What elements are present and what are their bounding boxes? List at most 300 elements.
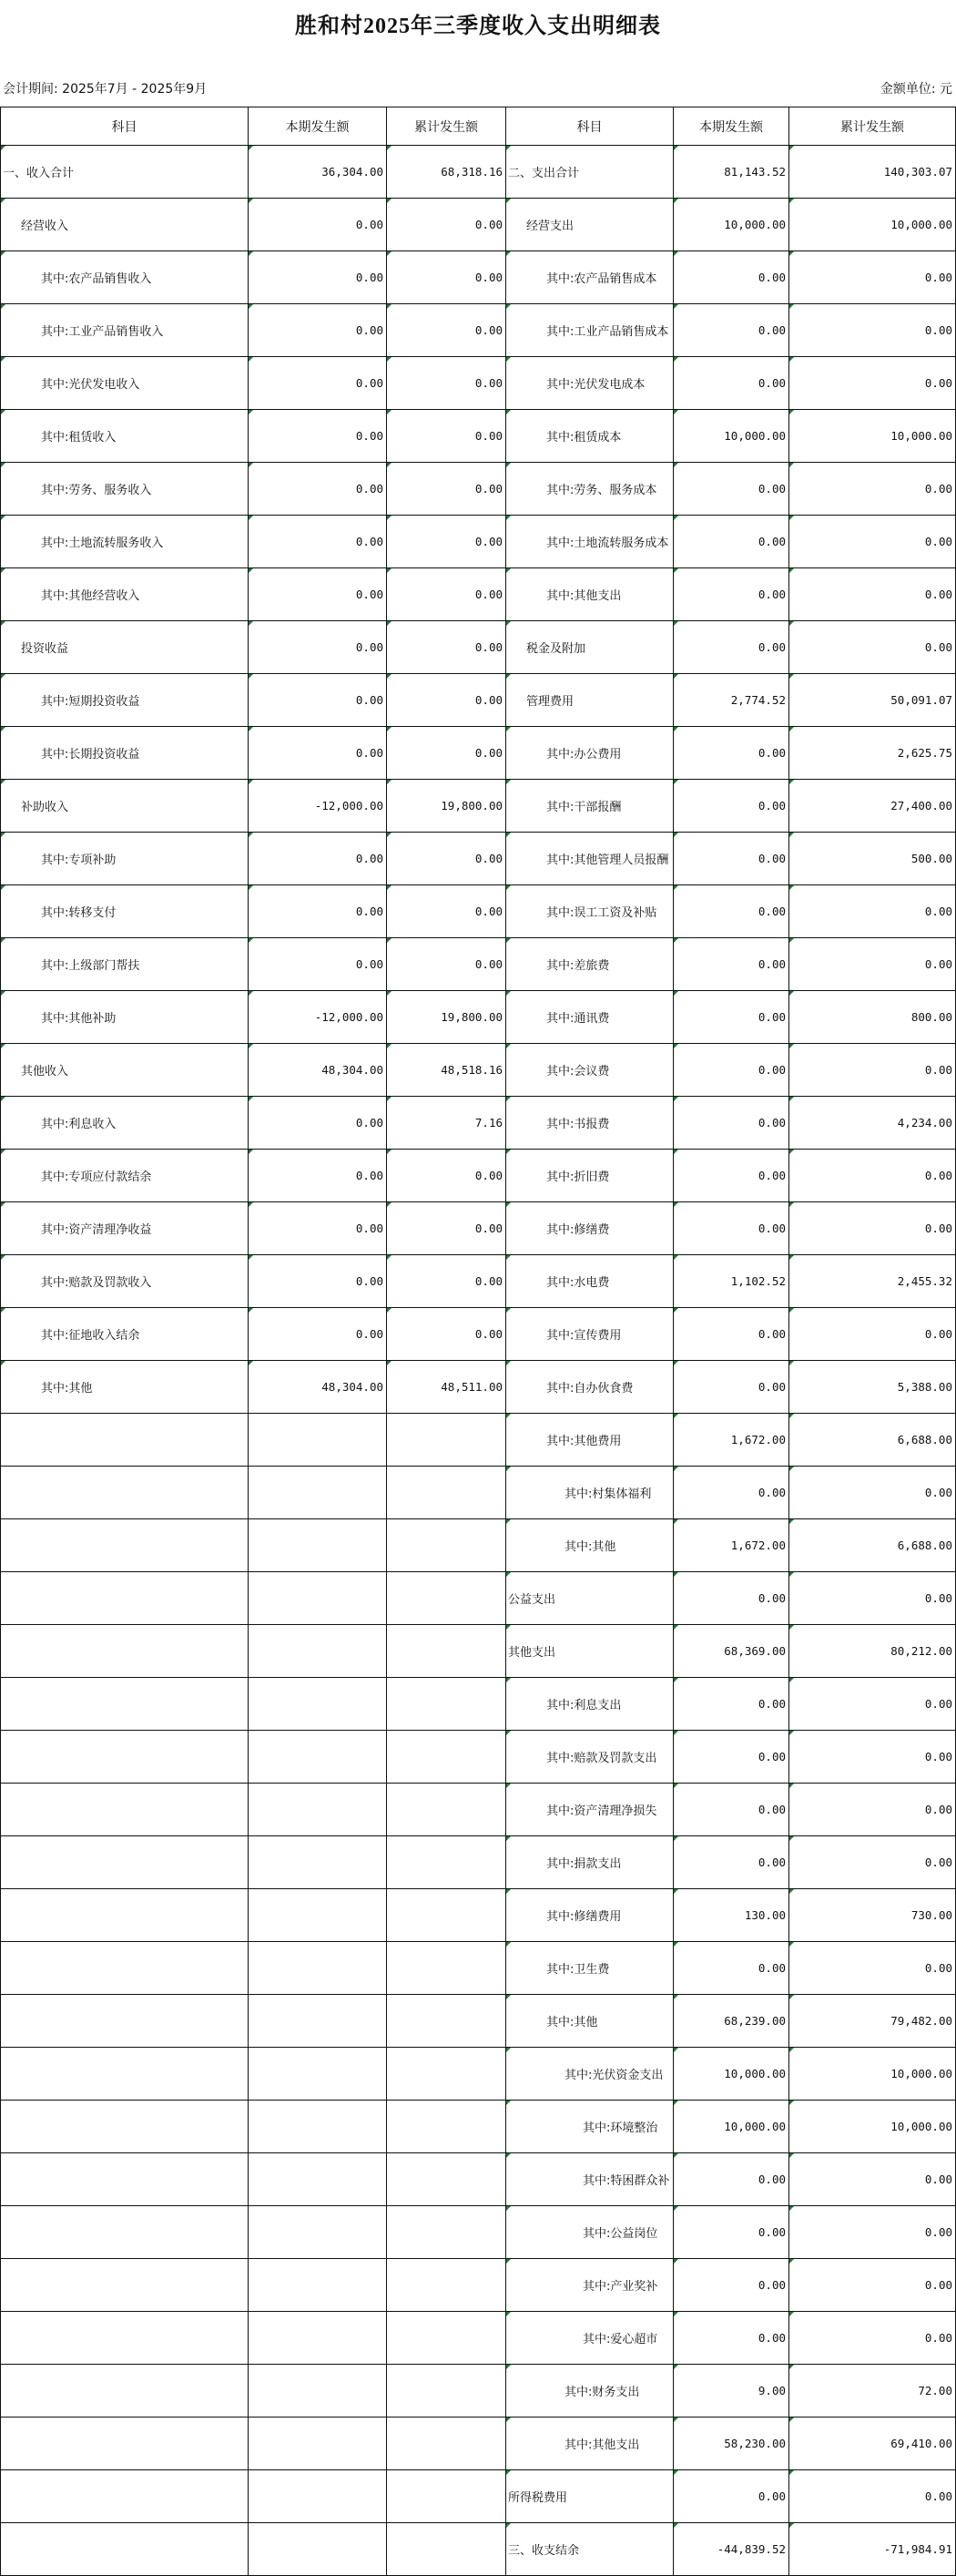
expense-current-cell: 1,102.52 — [674, 1255, 789, 1308]
expense-current-cell: 0.00 — [674, 991, 789, 1044]
income-current-cell — [249, 1942, 387, 1995]
expense-item-cell: 其中:农产品销售成本 — [506, 251, 674, 304]
table-row — [1, 1889, 956, 1942]
income-current-cell — [249, 2312, 387, 2365]
income-item-cell — [1, 2312, 249, 2365]
table-row — [1, 1995, 956, 2048]
table-row — [1, 1202, 956, 1255]
expense-current-cell: 0.00 — [674, 1044, 789, 1097]
expense-current-cell: 0.00 — [674, 1784, 789, 1836]
expense-item-cell: 其中:自办伙食费 — [506, 1361, 674, 1414]
table-row — [1, 1572, 956, 1625]
income-item-cell — [1, 1678, 249, 1731]
income-cumulative-cell: 0.00 — [387, 621, 506, 674]
expense-current-cell: 0.00 — [674, 780, 789, 833]
income-cumulative-cell — [387, 1678, 506, 1731]
table-row — [1, 1361, 956, 1414]
table-row — [1, 1625, 956, 1678]
expense-current-cell: 0.00 — [674, 1731, 789, 1784]
expense-item-cell: 其中:光伏资金支出 — [506, 2048, 674, 2101]
income-item-cell — [1, 2523, 249, 2576]
expense-item-cell: 其中:其他费用 — [506, 1414, 674, 1467]
income-cumulative-cell — [387, 1731, 506, 1784]
table-row — [1, 304, 956, 357]
expense-item-cell: 其中:劳务、服务成本 — [506, 463, 674, 516]
expense-item-cell: 管理费用 — [506, 674, 674, 727]
expense-current-cell: 81,143.52 — [674, 146, 789, 199]
income-item-cell — [1, 1519, 249, 1572]
income-item-cell: 其中:光伏发电收入 — [1, 357, 249, 410]
expense-current-cell: 2,774.52 — [674, 674, 789, 727]
expense-current-cell: 0.00 — [674, 1942, 789, 1995]
income-cumulative-cell — [387, 1836, 506, 1889]
expense-item-cell: 其中:修缮费用 — [506, 1889, 674, 1942]
expense-cumulative-cell: 0.00 — [789, 1836, 956, 1889]
expense-item-cell: 其中:特困群众补 — [506, 2153, 674, 2206]
expense-cumulative-cell: 10,000.00 — [789, 2048, 956, 2101]
expense-cumulative-cell: 0.00 — [789, 1784, 956, 1836]
income-item-cell — [1, 2365, 249, 2418]
expense-current-cell: 10,000.00 — [674, 199, 789, 251]
income-item-cell — [1, 2259, 249, 2312]
table-row — [1, 1414, 956, 1467]
income-cumulative-cell: 0.00 — [387, 938, 506, 991]
table-row — [1, 1150, 956, 1202]
expense-item-cell: 其中:工业产品销售成本 — [506, 304, 674, 357]
table-row — [1, 621, 956, 674]
income-current-cell — [249, 1678, 387, 1731]
income-current-cell — [249, 2206, 387, 2259]
table-row — [1, 674, 956, 727]
income-current-cell: 0.00 — [249, 833, 387, 885]
income-item-cell — [1, 2101, 249, 2153]
expense-item-cell: 其中:租赁成本 — [506, 410, 674, 463]
table-row — [1, 251, 956, 304]
expense-item-cell: 其中:资产清理净损失 — [506, 1784, 674, 1836]
income-current-cell — [249, 2470, 387, 2523]
expense-current-cell: 0.00 — [674, 885, 789, 938]
accounting-period: 会计期间: 2025年7月 - 2025年9月 — [3, 82, 208, 97]
expense-item-cell: 其中:利息支出 — [506, 1678, 674, 1731]
income-current-cell: 0.00 — [249, 199, 387, 251]
table-row — [1, 1731, 956, 1784]
income-cumulative-cell: 0.00 — [387, 727, 506, 780]
expense-item-cell: 其中:土地流转服务成本 — [506, 516, 674, 568]
header-expense-item: 科目 — [506, 107, 674, 146]
expense-item-cell: 其中:财务支出 — [506, 2365, 674, 2418]
expense-current-cell: 0.00 — [674, 938, 789, 991]
income-current-cell: 0.00 — [249, 1150, 387, 1202]
expense-current-cell: 68,369.00 — [674, 1625, 789, 1678]
table-row — [1, 1942, 956, 1995]
income-current-cell: 0.00 — [249, 621, 387, 674]
expense-cumulative-cell: 0.00 — [789, 1150, 956, 1202]
income-item-cell: 一、收入合计 — [1, 146, 249, 199]
expense-cumulative-cell: 0.00 — [789, 251, 956, 304]
income-item-cell — [1, 1731, 249, 1784]
table-row — [1, 727, 956, 780]
expense-cumulative-cell: 0.00 — [789, 1467, 956, 1519]
header-expense-current: 本期发生额 — [674, 107, 789, 146]
income-item-cell: 补助收入 — [1, 780, 249, 833]
expense-item-cell: 其中:会议费 — [506, 1044, 674, 1097]
expense-cumulative-cell: 2,625.75 — [789, 727, 956, 780]
expense-item-cell: 其中:修缮费 — [506, 1202, 674, 1255]
income-cumulative-cell: 0.00 — [387, 885, 506, 938]
expense-current-cell: 0.00 — [674, 1150, 789, 1202]
expense-cumulative-cell: 0.00 — [789, 1678, 956, 1731]
income-current-cell — [249, 2259, 387, 2312]
income-item-cell: 其中:赔款及罚款收入 — [1, 1255, 249, 1308]
expense-item-cell: 税金及附加 — [506, 621, 674, 674]
table-row — [1, 1519, 956, 1572]
income-cumulative-cell: 68,318.16 — [387, 146, 506, 199]
expense-current-cell: 0.00 — [674, 1097, 789, 1150]
header-income-item: 科目 — [1, 107, 249, 146]
income-cumulative-cell: 0.00 — [387, 1255, 506, 1308]
expense-item-cell: 其中:其他支出 — [506, 2418, 674, 2470]
income-cumulative-cell: 0.00 — [387, 357, 506, 410]
expense-item-cell: 其中:宣传费用 — [506, 1308, 674, 1361]
income-cumulative-cell — [387, 2101, 506, 2153]
expense-cumulative-cell: -71,984.91 — [789, 2523, 956, 2576]
income-item-cell — [1, 1572, 249, 1625]
income-current-cell: 0.00 — [249, 1308, 387, 1361]
expense-cumulative-cell: 10,000.00 — [789, 199, 956, 251]
expense-cumulative-cell: 0.00 — [789, 2259, 956, 2312]
expense-current-cell: 0.00 — [674, 1308, 789, 1361]
income-item-cell — [1, 2206, 249, 2259]
income-item-cell: 其中:专项应付款结余 — [1, 1150, 249, 1202]
income-item-cell: 其中:其他补助 — [1, 991, 249, 1044]
income-cumulative-cell — [387, 2153, 506, 2206]
income-item-cell: 其中:其他经营收入 — [1, 568, 249, 621]
income-cumulative-cell — [387, 2259, 506, 2312]
income-item-cell — [1, 1836, 249, 1889]
income-cumulative-cell — [387, 1572, 506, 1625]
income-item-cell: 其中:长期投资收益 — [1, 727, 249, 780]
table-row — [1, 938, 956, 991]
income-current-cell — [249, 1836, 387, 1889]
expense-item-cell: 其中:捐款支出 — [506, 1836, 674, 1889]
expense-cumulative-cell: 0.00 — [789, 1942, 956, 1995]
expense-current-cell: 1,672.00 — [674, 1519, 789, 1572]
header-expense-cumulative: 累计发生额 — [789, 107, 956, 146]
income-current-cell — [249, 1414, 387, 1467]
income-item-cell: 其中:专项补助 — [1, 833, 249, 885]
expense-current-cell: 130.00 — [674, 1889, 789, 1942]
income-current-cell — [249, 1519, 387, 1572]
expense-cumulative-cell: 0.00 — [789, 357, 956, 410]
expense-current-cell: 0.00 — [674, 1202, 789, 1255]
expense-item-cell: 其中:环境整治 — [506, 2101, 674, 2153]
expense-cumulative-cell: 0.00 — [789, 1202, 956, 1255]
table-row — [1, 1836, 956, 1889]
expense-item-cell: 二、支出合计 — [506, 146, 674, 199]
expense-cumulative-cell: 0.00 — [789, 885, 956, 938]
income-current-cell — [249, 2418, 387, 2470]
income-current-cell — [249, 1784, 387, 1836]
income-cumulative-cell — [387, 2470, 506, 2523]
expense-cumulative-cell: 79,482.00 — [789, 1995, 956, 2048]
income-item-cell — [1, 1467, 249, 1519]
expense-cumulative-cell: 0.00 — [789, 2153, 956, 2206]
income-cumulative-cell — [387, 2365, 506, 2418]
income-item-cell — [1, 1942, 249, 1995]
expense-cumulative-cell: 0.00 — [789, 568, 956, 621]
income-cumulative-cell: 0.00 — [387, 304, 506, 357]
expense-cumulative-cell: 0.00 — [789, 2470, 956, 2523]
table-row — [1, 780, 956, 833]
table-row — [1, 146, 956, 199]
expense-cumulative-cell: 50,091.07 — [789, 674, 956, 727]
expense-item-cell: 其中:其他支出 — [506, 568, 674, 621]
expense-current-cell: 58,230.00 — [674, 2418, 789, 2470]
expense-item-cell: 其中:村集体福利 — [506, 1467, 674, 1519]
expense-item-cell: 其中:产业奖补 — [506, 2259, 674, 2312]
expense-item-cell: 其他支出 — [506, 1625, 674, 1678]
income-item-cell: 经营收入 — [1, 199, 249, 251]
table-row — [1, 463, 956, 516]
income-current-cell: 0.00 — [249, 516, 387, 568]
table-row — [1, 2048, 956, 2101]
income-current-cell: 0.00 — [249, 410, 387, 463]
income-current-cell: 0.00 — [249, 1202, 387, 1255]
table-row — [1, 410, 956, 463]
income-cumulative-cell — [387, 1942, 506, 1995]
expense-current-cell: 0.00 — [674, 2312, 789, 2365]
expense-cumulative-cell: 80,212.00 — [789, 1625, 956, 1678]
income-current-cell — [249, 1572, 387, 1625]
header-income-current: 本期发生额 — [249, 107, 387, 146]
income-item-cell: 其中:利息收入 — [1, 1097, 249, 1150]
expense-current-cell: 0.00 — [674, 1836, 789, 1889]
table-row — [1, 2153, 956, 2206]
income-current-cell — [249, 2365, 387, 2418]
income-cumulative-cell — [387, 2048, 506, 2101]
income-cumulative-cell — [387, 1625, 506, 1678]
expense-current-cell: 10,000.00 — [674, 2101, 789, 2153]
table-row — [1, 2418, 956, 2470]
expense-current-cell: 10,000.00 — [674, 2048, 789, 2101]
income-current-cell — [249, 2523, 387, 2576]
income-item-cell: 其中:征地收入结余 — [1, 1308, 249, 1361]
income-cumulative-cell: 0.00 — [387, 463, 506, 516]
expense-item-cell: 其中:其他 — [506, 1519, 674, 1572]
expense-current-cell: 0.00 — [674, 727, 789, 780]
income-cumulative-cell: 0.00 — [387, 1150, 506, 1202]
expense-cumulative-cell: 69,410.00 — [789, 2418, 956, 2470]
expense-cumulative-cell: 0.00 — [789, 2312, 956, 2365]
expense-cumulative-cell: 0.00 — [789, 1044, 956, 1097]
table-row — [1, 991, 956, 1044]
table-row — [1, 568, 956, 621]
expense-cumulative-cell: 730.00 — [789, 1889, 956, 1942]
income-cumulative-cell: 0.00 — [387, 516, 506, 568]
expense-item-cell: 其中:干部报酬 — [506, 780, 674, 833]
expense-item-cell: 其中:其他 — [506, 1995, 674, 2048]
table-row — [1, 2470, 956, 2523]
income-cumulative-cell: 0.00 — [387, 833, 506, 885]
income-current-cell: 0.00 — [249, 568, 387, 621]
expense-item-cell: 其中:卫生费 — [506, 1942, 674, 1995]
expense-item-cell: 其中:折旧费 — [506, 1150, 674, 1202]
income-cumulative-cell — [387, 1889, 506, 1942]
income-current-cell: -12,000.00 — [249, 780, 387, 833]
expense-item-cell: 其中:通讯费 — [506, 991, 674, 1044]
table-row — [1, 833, 956, 885]
income-item-cell — [1, 2153, 249, 2206]
income-item-cell — [1, 1889, 249, 1942]
income-cumulative-cell — [387, 2418, 506, 2470]
income-item-cell: 其中:短期投资收益 — [1, 674, 249, 727]
income-cumulative-cell — [387, 1995, 506, 2048]
income-current-cell: 0.00 — [249, 1255, 387, 1308]
income-cumulative-cell — [387, 1467, 506, 1519]
expense-cumulative-cell: 140,303.07 — [789, 146, 956, 199]
expense-cumulative-cell: 27,400.00 — [789, 780, 956, 833]
income-current-cell — [249, 1995, 387, 2048]
table-row — [1, 199, 956, 251]
income-current-cell: 0.00 — [249, 885, 387, 938]
income-cumulative-cell: 0.00 — [387, 410, 506, 463]
table-row — [1, 2523, 956, 2576]
income-cumulative-cell — [387, 2206, 506, 2259]
expense-current-cell: 0.00 — [674, 1467, 789, 1519]
income-current-cell: 0.00 — [249, 357, 387, 410]
expense-cumulative-cell: 72.00 — [789, 2365, 956, 2418]
income-expense-table — [0, 107, 956, 2576]
expense-cumulative-cell: 500.00 — [789, 833, 956, 885]
expense-cumulative-cell: 0.00 — [789, 304, 956, 357]
income-item-cell — [1, 1784, 249, 1836]
income-cumulative-cell — [387, 2523, 506, 2576]
income-cumulative-cell: 19,800.00 — [387, 991, 506, 1044]
income-cumulative-cell — [387, 1784, 506, 1836]
income-item-cell: 其中:其他 — [1, 1361, 249, 1414]
income-item-cell: 其中:工业产品销售收入 — [1, 304, 249, 357]
income-item-cell — [1, 2418, 249, 2470]
table-row — [1, 885, 956, 938]
expense-cumulative-cell: 0.00 — [789, 1572, 956, 1625]
income-item-cell: 其中:劳务、服务收入 — [1, 463, 249, 516]
income-item-cell — [1, 1414, 249, 1467]
expense-current-cell: -44,839.52 — [674, 2523, 789, 2576]
table-row — [1, 1044, 956, 1097]
income-current-cell — [249, 1889, 387, 1942]
expense-current-cell: 0.00 — [674, 621, 789, 674]
income-item-cell: 其中:资产清理净收益 — [1, 1202, 249, 1255]
income-cumulative-cell: 0.00 — [387, 1308, 506, 1361]
expense-current-cell: 0.00 — [674, 2153, 789, 2206]
report-title: 胜和村2025年三季度收入支出明细表 — [295, 15, 661, 38]
income-current-cell: 0.00 — [249, 251, 387, 304]
expense-current-cell: 68,239.00 — [674, 1995, 789, 2048]
expense-item-cell: 其中:光伏发电成本 — [506, 357, 674, 410]
expense-cumulative-cell: 5,388.00 — [789, 1361, 956, 1414]
table-row — [1, 2312, 956, 2365]
income-item-cell — [1, 1995, 249, 2048]
income-cumulative-cell — [387, 1519, 506, 1572]
expense-current-cell: 0.00 — [674, 2259, 789, 2312]
table-row — [1, 1097, 956, 1150]
expense-current-cell: 10,000.00 — [674, 410, 789, 463]
expense-current-cell: 0.00 — [674, 1572, 789, 1625]
expense-item-cell: 三、收支结余 — [506, 2523, 674, 2576]
table-header-row — [1, 107, 956, 146]
expense-item-cell: 其中:办公费用 — [506, 727, 674, 780]
expense-cumulative-cell: 10,000.00 — [789, 410, 956, 463]
income-current-cell — [249, 2101, 387, 2153]
table-row — [1, 516, 956, 568]
expense-cumulative-cell: 10,000.00 — [789, 2101, 956, 2153]
income-item-cell — [1, 2470, 249, 2523]
expense-cumulative-cell: 0.00 — [789, 1731, 956, 1784]
income-item-cell — [1, 2048, 249, 2101]
expense-item-cell: 其中:赔款及罚款支出 — [506, 1731, 674, 1784]
table-row — [1, 1308, 956, 1361]
income-current-cell: 0.00 — [249, 727, 387, 780]
expense-cumulative-cell: 0.00 — [789, 516, 956, 568]
expense-item-cell: 其中:其他管理人员报酬 — [506, 833, 674, 885]
expense-item-cell: 其中:水电费 — [506, 1255, 674, 1308]
expense-cumulative-cell: 0.00 — [789, 1308, 956, 1361]
income-current-cell — [249, 1467, 387, 1519]
income-cumulative-cell: 0.00 — [387, 1202, 506, 1255]
income-current-cell — [249, 2048, 387, 2101]
expense-current-cell: 0.00 — [674, 1678, 789, 1731]
table-row — [1, 2101, 956, 2153]
expense-item-cell: 其中:误工工资及补贴 — [506, 885, 674, 938]
income-cumulative-cell: 0.00 — [387, 568, 506, 621]
expense-current-cell: 0.00 — [674, 357, 789, 410]
header-income-cumulative: 累计发生额 — [387, 107, 506, 146]
expense-cumulative-cell: 0.00 — [789, 621, 956, 674]
income-cumulative-cell: 0.00 — [387, 251, 506, 304]
expense-cumulative-cell: 4,234.00 — [789, 1097, 956, 1150]
expense-cumulative-cell: 0.00 — [789, 938, 956, 991]
income-cumulative-cell: 0.00 — [387, 199, 506, 251]
expense-current-cell: 0.00 — [674, 251, 789, 304]
expense-current-cell: 0.00 — [674, 304, 789, 357]
table-row — [1, 2365, 956, 2418]
income-item-cell: 其中:农产品销售收入 — [1, 251, 249, 304]
income-current-cell: 0.00 — [249, 304, 387, 357]
income-current-cell — [249, 2153, 387, 2206]
table-row — [1, 357, 956, 410]
expense-current-cell: 9.00 — [674, 2365, 789, 2418]
expense-current-cell: 0.00 — [674, 2206, 789, 2259]
currency-unit: 金额单位: 元 — [880, 82, 952, 97]
income-cumulative-cell — [387, 2312, 506, 2365]
income-current-cell: 48,304.00 — [249, 1361, 387, 1414]
expense-cumulative-cell: 6,688.00 — [789, 1519, 956, 1572]
expense-current-cell: 0.00 — [674, 2470, 789, 2523]
expense-item-cell: 其中:书报费 — [506, 1097, 674, 1150]
expense-item-cell: 所得税费用 — [506, 2470, 674, 2523]
income-item-cell: 其中:上级部门帮扶 — [1, 938, 249, 991]
table-row — [1, 2259, 956, 2312]
income-item-cell: 其中:转移支付 — [1, 885, 249, 938]
income-current-cell: 0.00 — [249, 463, 387, 516]
table-row — [1, 1784, 956, 1836]
income-item-cell: 投资收益 — [1, 621, 249, 674]
table-row — [1, 2206, 956, 2259]
income-current-cell: 0.00 — [249, 938, 387, 991]
expense-item-cell: 其中:差旅费 — [506, 938, 674, 991]
income-current-cell — [249, 1625, 387, 1678]
table-row — [1, 1678, 956, 1731]
